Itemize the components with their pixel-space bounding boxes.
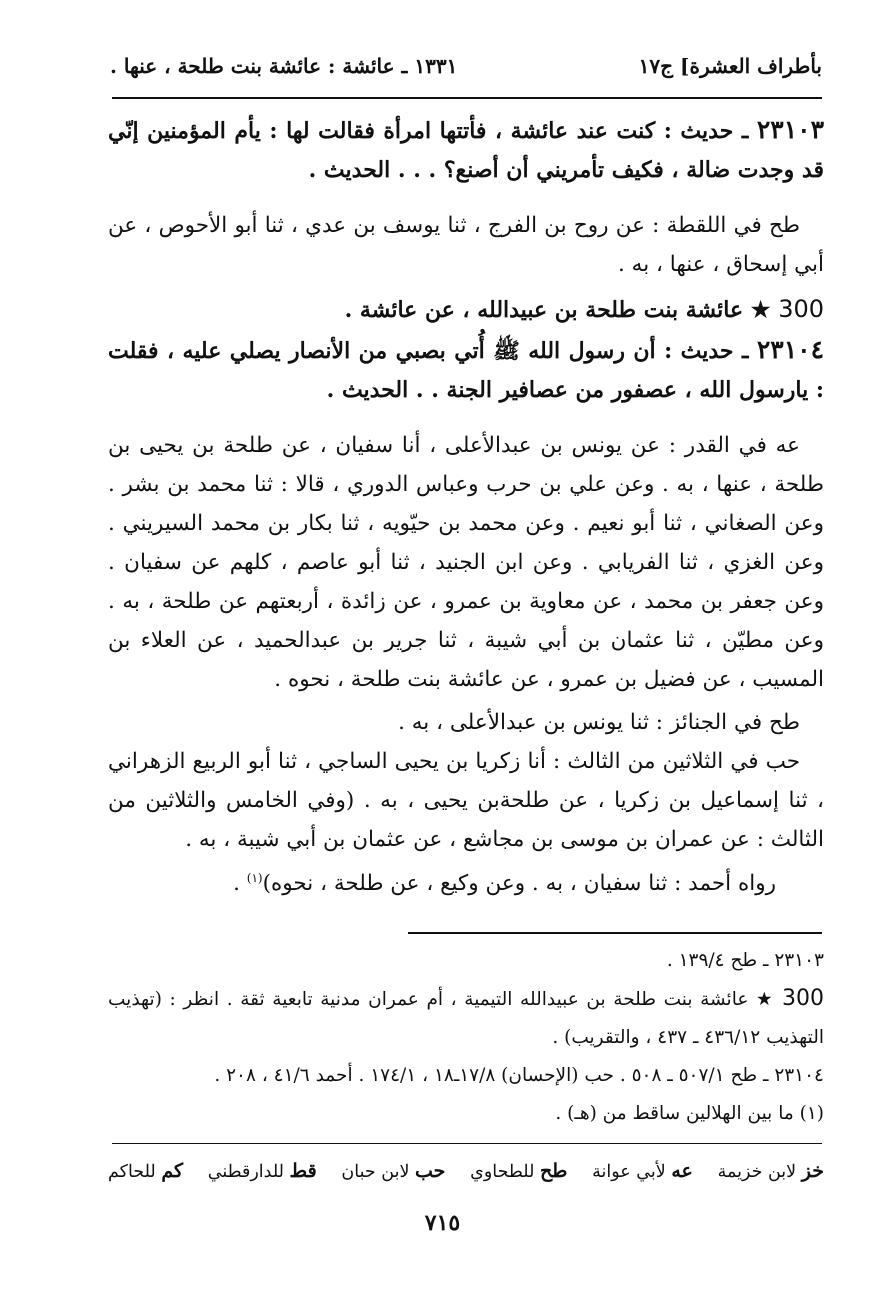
- hadith-number: ٢٣١٠٣: [756, 115, 824, 144]
- star-mark: ★: [756, 989, 775, 1010]
- legend-item: [208, 1153, 317, 1190]
- source-end: .: [233, 871, 247, 897]
- footnote-item: ٢٣١٠٤ ـ طح ٥٠٧/١ ـ ٥٠٨ . حب (الإحسان) ١٧/٨ـ١٨ ، ١٧٤/١ . أحمد ٤١/٦ ، ٢٠٨ .: [214, 1065, 824, 1086]
- legend-item: [718, 1153, 824, 1190]
- narrator-number: 300: [782, 986, 824, 1011]
- running-header: [110, 48, 822, 84]
- legend-label: لابن حبان: [341, 1162, 410, 1182]
- hadith-number: ٢٣١٠٤: [756, 335, 824, 364]
- legend-rule: [112, 1143, 822, 1144]
- hadith-source: عه في القدر : عن يونس بن عبدالأعلى ، أنا سفيان ، عن طلحة بن يحيى بن طلحة ، عنها ، به . وعن علي بن حرب وعباس الدوري ، قالا : ثنا محمد بن بشر . وعن الصغاني ، ثنا أبو نعيم . وعن محمد بن حيّويه ، ثنا بكار بن محمد السيريني . وعن الغزي ، ثنا الفريابي . وعن ابن الجنيد ، ثنا أبو عاصم ، كلهم عن سفيان . وعن جعفر بن محمد ، عن معاوية بن عمرو ، عن زائدة ، أربعتهم عن طلحة ، به . وعن مطيّن ، ثنا عثمان بن أبي شيبة ، ثنا جرير بن عبدالحميد ، عن العلاء بن المسيب ، عن فضيل بن عمرو ، عن عائشة بنت طلحة ، نحوه .: [108, 433, 824, 692]
- legend-code: عه: [671, 1160, 693, 1182]
- hadith-text: ـ حديث : أن رسول الله ﷺ أُتي بصبي من الأنصار يصلي عليه ، فقلت : يارسول الله ، عصفور من عصافير الجنة . . الحديث .: [108, 338, 824, 403]
- header-rule: [112, 97, 822, 99]
- narrator-text: عائشة بنت طلحة بن عبيدالله ، عن عائشة .: [344, 297, 751, 323]
- legend-code: حب: [415, 1160, 446, 1182]
- legend-code: قط: [289, 1160, 317, 1182]
- source-text: رواه أحمد : ثنا سفيان ، به . وعن وكيع ، عن طلحة ، نحوه): [262, 871, 776, 897]
- footnote-item: [108, 980, 824, 1057]
- narrator-entry: [108, 290, 824, 330]
- legend-label: للدارقطني: [207, 1162, 284, 1182]
- legend-item: [470, 1153, 567, 1190]
- page-number: ٧١٥: [424, 1210, 461, 1236]
- hadith-source: [108, 859, 824, 903]
- star-mark: ★: [750, 297, 771, 323]
- footnote-mark: (١): [246, 871, 263, 885]
- main-text: [108, 110, 824, 903]
- legend-code: كم: [161, 1160, 184, 1182]
- hadith-text: ـ حديث : كنت عند عائشة ، فأتتها امرأة فقالت لها : يأم المؤمنين إنّي قد وجدت ضالة ، فكيف تأمريني أن أصنع؟ . . . الحديث .: [108, 118, 824, 183]
- narrator-number: 300: [778, 295, 824, 323]
- legend-item: [108, 1153, 183, 1190]
- footnote-item: (١) ما بين الهلالين ساقط من (هـ) .: [555, 1103, 824, 1124]
- header-book-part: بأطراف العشرة] ج١٧: [638, 54, 822, 78]
- footnote-text: عائشة بنت طلحة بن عبيدالله التيمية ، أم عمران مدنية تابعية ثقة . انظر : (تهذيب التهذيب ٤٣٦/١٢ ـ ٤٣٧ ، والتقريب) .: [108, 989, 824, 1048]
- footnote-separator: [408, 932, 822, 934]
- hadith-23104: [108, 330, 824, 410]
- header-section-title: ١٣٣١ ـ عائشة : عائشة بنت طلحة ، عنها .: [110, 54, 458, 78]
- legend-label: للطحاوي: [470, 1162, 535, 1182]
- hadith-23103: [108, 110, 824, 190]
- legend-code: خز: [801, 1160, 824, 1182]
- footnotes: [108, 942, 824, 1133]
- legend-label: للحاكم: [108, 1162, 156, 1182]
- legend-item: [592, 1153, 693, 1190]
- hadith-source: طح في اللقطة : عن روح بن الفرج ، ثنا يوسف بن عدي ، ثنا أبو الأحوص ، عن أبي إسحاق ، عنها ، به .: [108, 213, 824, 277]
- hadith-source: طح في الجنائز : ثنا يونس بن عبدالأعلى ، به .: [398, 710, 800, 735]
- legend-label: لأبي عوانة: [592, 1162, 666, 1182]
- footnote-item: ٢٣١٠٣ ـ طح ١٣٩/٤ .: [666, 950, 824, 971]
- hadith-source: حب في الثلاثين من الثالث : أنا زكريا بن يحيى الساجي ، ثنا أبو الربيع الزهراني ، ثنا إسماعيل بن زكريا ، عن طلحةبن يحيى ، به . (وفي الخامس والثلاثين من الثالث : عن عمران بن موسى بن مجاشع ، عن عثمان بن أبي شيبة ، به .: [108, 749, 824, 852]
- legend-code: طح: [540, 1160, 568, 1182]
- legend-item: [341, 1153, 445, 1190]
- legend-label: لابن خزيمة: [717, 1162, 797, 1182]
- abbreviation-legend: [108, 1153, 824, 1189]
